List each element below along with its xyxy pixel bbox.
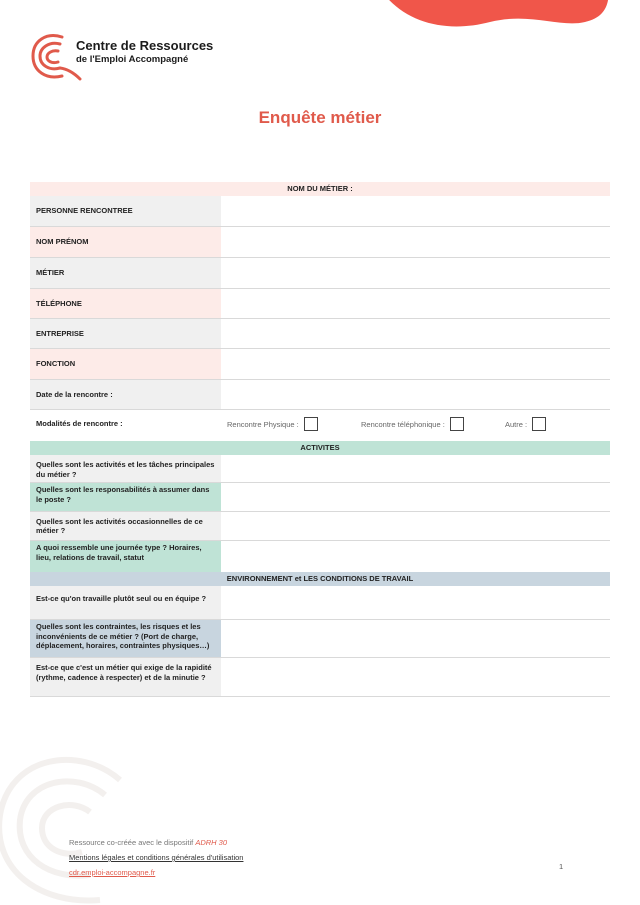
table-row — [30, 483, 610, 512]
job-name-header: NOM DU MÉTIER : — [30, 182, 610, 196]
option-phone — [361, 417, 505, 431]
other-checkbox[interactable] — [532, 417, 546, 431]
table-row — [30, 227, 610, 258]
brand-title: Centre de Ressources — [76, 38, 214, 53]
person-met-field[interactable] — [221, 196, 610, 226]
table-row — [30, 455, 610, 483]
option-label: Rencontre Physique : — [227, 419, 299, 429]
program-name: ADRH 30 — [195, 838, 228, 847]
question-label: A quoi ressemble une journée type ? Horaires, lieu, relations de travail, statut — [30, 541, 221, 572]
website-link[interactable]: cdr.emploi-accompagne.fr — [69, 868, 156, 877]
row-label: NOM PRÉNOM — [30, 227, 221, 257]
brand-name — [76, 38, 213, 65]
answer-field[interactable] — [221, 620, 610, 657]
activities-table — [30, 441, 610, 572]
table-row — [30, 196, 610, 227]
table-row — [30, 658, 610, 697]
page-number: 1 — [559, 862, 564, 871]
answer-field[interactable] — [221, 658, 610, 696]
table-row — [30, 541, 610, 572]
row-label: MÉTIER — [30, 258, 221, 288]
phone-field[interactable] — [221, 289, 610, 318]
row-label: ENTREPRISE — [30, 319, 221, 348]
table-row — [30, 410, 610, 438]
table-row — [30, 512, 610, 541]
table-row — [30, 586, 610, 620]
decorative-blob — [370, 0, 640, 60]
answer-field[interactable] — [221, 512, 610, 540]
name-field[interactable] — [221, 227, 610, 257]
legal-link[interactable]: Mentions légales et conditions générales d'utilisation — [69, 853, 244, 862]
table-row — [30, 289, 610, 319]
row-label: Date de la rencontre : — [30, 380, 221, 409]
row-label: TÉLÉPHONE — [30, 289, 221, 318]
table-row — [30, 349, 610, 380]
cocreated-text: Ressource co-créée avec le dispositif — [69, 838, 194, 847]
row-label: Modalités de rencontre : — [30, 410, 221, 438]
answer-field[interactable] — [221, 455, 610, 482]
brand-subtitle: de l'Emploi Accompagné — [76, 54, 189, 65]
row-label: FONCTION — [30, 349, 221, 379]
answer-field[interactable] — [221, 541, 610, 572]
option-other — [505, 417, 546, 431]
table-row — [30, 620, 610, 658]
answer-field[interactable] — [221, 483, 610, 511]
table-row — [30, 258, 610, 289]
option-label: Autre : — [505, 419, 528, 429]
document-title: Enquête métier — [258, 108, 382, 127]
option-label: Rencontre téléphonique : — [361, 419, 445, 429]
question-label: Quelles sont les contraintes, les risques et les inconvénients de ce métier ? (Port de charge, déplacement, horaires, contraintes physiques…) — [30, 620, 221, 657]
answer-field[interactable] — [221, 586, 610, 619]
question-label: Est-ce qu'on travaille plutôt seul ou en équipe ? — [30, 586, 221, 619]
environment-header: ENVIRONNEMENT et LES CONDITIONS DE TRAVAIL — [30, 572, 610, 586]
phone-checkbox[interactable] — [450, 417, 464, 431]
question-label: Quelles sont les activités occasionnelles de ce métier ? — [30, 512, 221, 540]
identity-table — [30, 182, 610, 438]
activities-header: ACTIVITES — [30, 441, 610, 455]
environment-table — [30, 572, 610, 697]
question-label: Quelles sont les responsabilités à assumer dans le poste ? — [30, 483, 221, 511]
meeting-date-field[interactable] — [221, 380, 610, 409]
company-field[interactable] — [221, 319, 610, 348]
cocreated-note — [69, 838, 227, 847]
table-row — [30, 380, 610, 410]
job-field[interactable] — [221, 258, 610, 288]
question-label: Est-ce que c'est un métier qui exige de la rapidité (rythme, cadence à respecter) et de la minutie ? — [30, 658, 221, 696]
question-label: Quelles sont les activités et les tâches principales du métier ? — [30, 455, 221, 482]
physical-checkbox[interactable] — [304, 417, 318, 431]
table-row — [30, 319, 610, 349]
decorative-swirl — [0, 740, 200, 905]
row-label: PERSONNE RENCONTREE — [30, 196, 221, 226]
meeting-mode-options — [221, 410, 610, 438]
option-physical — [227, 417, 361, 431]
function-field[interactable] — [221, 349, 610, 379]
